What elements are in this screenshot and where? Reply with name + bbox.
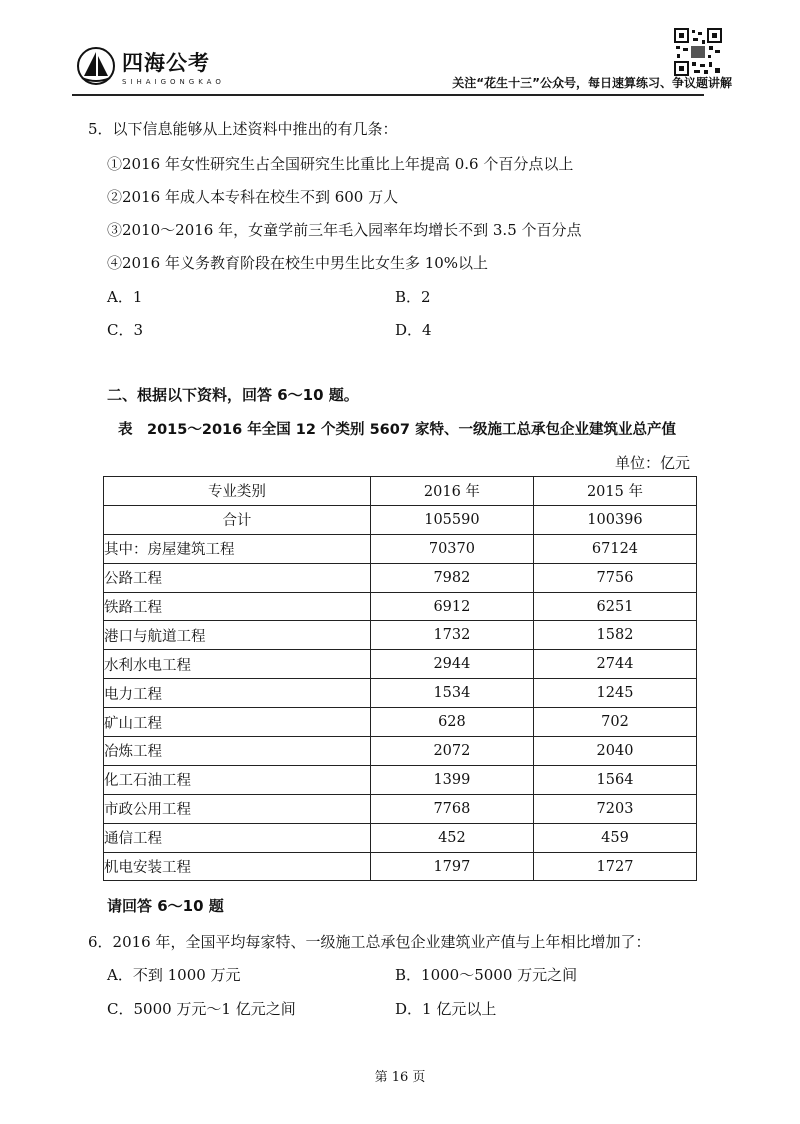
table-row (104, 592, 697, 621)
header-divider (72, 94, 704, 96)
row-category: 铁路工程 (104, 592, 371, 621)
table-row (104, 679, 697, 708)
row-category: 电力工程 (104, 679, 371, 708)
col-header-2015: 2015 年 (533, 477, 696, 506)
section-heading: 二、根据以下资料，回答 6～10 题。 (107, 386, 359, 404)
row-value-2016: 7982 (370, 563, 533, 592)
row-value-2016: 452 (370, 823, 533, 852)
logo-text-en: SIHAIGONGKAO (122, 77, 225, 86)
row-category: 通信工程 (104, 823, 371, 852)
q6-option-d: D．1 亿元以上 (395, 1000, 497, 1018)
q5-item-3: ③2010～2016 年，女童学前三年毛入园率年均增长不到 3.5 个百分点 (107, 221, 582, 239)
table-row (104, 505, 697, 534)
qr-code-icon (674, 28, 722, 76)
row-value-2016: 6912 (370, 592, 533, 621)
q5-item-2: ②2016 年成人本专科在校生不到 600 万人 (107, 188, 399, 206)
table-row (104, 852, 697, 881)
row-value-2015: 459 (533, 823, 696, 852)
logo (76, 46, 225, 86)
row-value-2015: 7203 (533, 794, 696, 823)
row-value-2016: 1797 (370, 852, 533, 881)
row-value-2016: 1534 (370, 679, 533, 708)
row-value-2016: 70370 (370, 534, 533, 563)
row-value-2015: 1582 (533, 621, 696, 650)
row-value-2015: 2040 (533, 737, 696, 766)
row-value-2016: 1732 (370, 621, 533, 650)
row-value-2016: 1399 (370, 765, 533, 794)
table-row (104, 650, 697, 679)
col-header-2016: 2016 年 (370, 477, 533, 506)
output-value-table (103, 476, 697, 881)
q5-option-c: C．3 (107, 321, 144, 339)
logo-text-cn: 四海公考 (122, 50, 210, 75)
row-value-2016: 2072 (370, 737, 533, 766)
table-row (104, 823, 697, 852)
row-category: 合计 (104, 505, 371, 534)
table-row (104, 708, 697, 737)
row-value-2016: 7768 (370, 794, 533, 823)
row-category: 化工石油工程 (104, 765, 371, 794)
row-value-2015: 100396 (533, 505, 696, 534)
row-value-2015: 702 (533, 708, 696, 737)
row-value-2016: 2944 (370, 650, 533, 679)
table-header-row (104, 477, 697, 506)
table-unit: 单位：亿元 (614, 454, 690, 472)
table-row (104, 737, 697, 766)
q6-option-c: C．5000 万元～1 亿元之间 (107, 1000, 296, 1018)
row-category: 港口与航道工程 (104, 621, 371, 650)
row-value-2015: 2744 (533, 650, 696, 679)
row-category: 公路工程 (104, 563, 371, 592)
q6-stem: 6．2016 年，全国平均每家特、一级施工总承包企业建筑业产值与上年相比增加了： (88, 933, 651, 951)
sailboat-logo-icon (76, 46, 116, 86)
row-value-2015: 6251 (533, 592, 696, 621)
q5-stem: 5．以下信息能够从上述资料中推出的有几条： (88, 120, 398, 138)
row-value-2015: 1727 (533, 852, 696, 881)
page-header (72, 28, 732, 92)
row-category: 机电安装工程 (104, 852, 371, 881)
row-value-2015: 67124 (533, 534, 696, 563)
row-category: 冶炼工程 (104, 737, 371, 766)
row-category: 矿山工程 (104, 708, 371, 737)
table-row (104, 765, 697, 794)
row-category: 水利水电工程 (104, 650, 371, 679)
row-category: 市政公用工程 (104, 794, 371, 823)
table-row (104, 621, 697, 650)
q5-option-d: D．4 (395, 321, 432, 339)
row-value-2015: 1564 (533, 765, 696, 794)
row-category: 其中：房屋建筑工程 (104, 534, 371, 563)
answer-prompt: 请回答 6～10 题 (107, 897, 224, 915)
q6-option-a: A．不到 1000 万元 (107, 966, 241, 984)
q5-item-4: ④2016 年义务教育阶段在校生中男生比女生多 10%以上 (107, 254, 489, 272)
row-value-2015: 1245 (533, 679, 696, 708)
q5-item-1: ①2016 年女性研究生占全国研究生比重比上年提高 0.6 个百分点以上 (107, 155, 574, 173)
table-title: 表 2015～2016 年全国 12 个类别 5607 家特、一级施工总承包企业建筑业总产值 (118, 422, 676, 438)
row-value-2016: 105590 (370, 505, 533, 534)
table-row (104, 563, 697, 592)
q6-option-b: B．1000～5000 万元之间 (395, 966, 578, 984)
row-value-2015: 7756 (533, 563, 696, 592)
table-row (104, 534, 697, 563)
header-note: 关注“花生十三”公众号，每日速算练习、争议题讲解 (452, 76, 732, 90)
page-number: 第 16 页 (374, 1070, 426, 1085)
col-header-category: 专业类别 (104, 477, 371, 506)
row-value-2016: 628 (370, 708, 533, 737)
q5-option-a: A．1 (107, 288, 143, 306)
q5-option-b: B．2 (395, 288, 431, 306)
table-row (104, 794, 697, 823)
